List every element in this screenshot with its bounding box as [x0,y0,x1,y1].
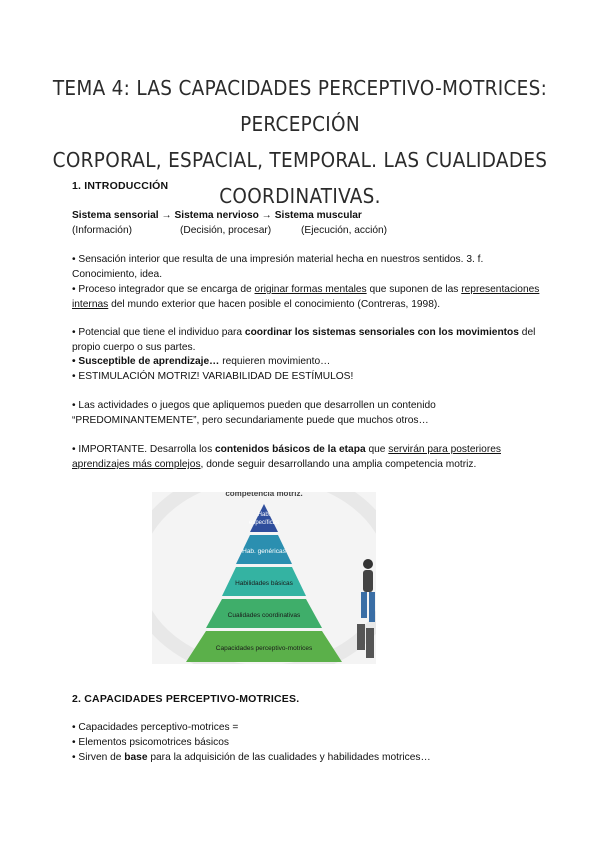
bullet-elements: • Elementos psicomotrices básicos [72,737,230,748]
underline-formas-mentales: originar formas mentales [254,284,367,295]
bullet-activities: • Las actividades o juegos que apliquemos pueden que desarrollen un contenido “PREDOMINANTEMENTE”, pero secundariamente puede que muchos otros… [72,400,436,426]
system-sub-info: (Información) [72,225,133,236]
underline-representaciones: representaciones internas [72,284,540,310]
pyramid-label-3: Habilidades básicas [235,580,293,587]
bullet-important: • IMPORTANTE. Desarrolla los contenidos básicos de la etapa que servirán para posteriores aprendizajes más complejos, donde seguir desarrollando una amplia competencia motriz. [72,444,501,470]
pyramid-label-5: Capacidades perceptivo-motrices [215,645,313,652]
pyramid-label-2: Hab. genéricas [242,548,286,555]
section-2-heading: 2. CAPACIDADES PERCEPTIVO-MOTRICES. [72,693,300,705]
pyramid-label-4: Cualidades coordinativas [227,612,301,619]
system-sub-exec: (Ejecución, acción) [301,225,388,236]
bullet-sensation: • Sensación interior que resulta de una impresión material hecha en nuestros sentidos. 3. f. Conocimiento, idea. [72,254,484,280]
system-sub-decision: (Decisión, procesar) [180,225,272,236]
bullet-stimulation: • ESTIMULACIÓN MOTRIZ! VARIABILIDAD DE ESTÍMULOS! [72,371,354,382]
title-line-1: TEMA 4: LAS CAPACIDADES PERCEPTIVO-MOTRICES: PERCEPCIÓN [52,76,548,136]
pyramid-caption: competencia motriz. [225,492,303,498]
pyramid-diagram [152,492,376,664]
bullet-base: • Sirven de base para la adquisición de las cualidades y habilidades motrices… [72,752,431,763]
underline-posteriores: servirán para posteriores aprendizajes más complejos [72,444,501,470]
bullet-potential: • Potencial que tiene el individuo para coordinar los sistemas sensoriales con los movimientos del propio cuerpo o sus partes. [72,327,536,353]
bullet-learning: • Susceptible de aprendizaje… requieren movimiento… [72,356,331,367]
page-title [40,70,560,214]
title-line-2: CORPORAL, ESPACIAL, TEMPORAL. LAS CUALIDADES COORDINATIVAS. [52,148,548,208]
pyramid-label-1: Hab. específicas [248,512,280,526]
bullet-capacities: • Capacidades perceptivo-motrices = [72,722,239,733]
system-chain: Sistema sensorial → Sistema nervioso → Sistema muscular [72,210,362,221]
section-1-heading: 1. INTRODUCCIÓN [72,180,169,192]
bullet-process: • Proceso integrador que se encarga de originar formas mentales que suponen de las representaciones internas del mundo exterior que hacen posible el conocimiento (Contreras, 1998). [72,284,540,310]
